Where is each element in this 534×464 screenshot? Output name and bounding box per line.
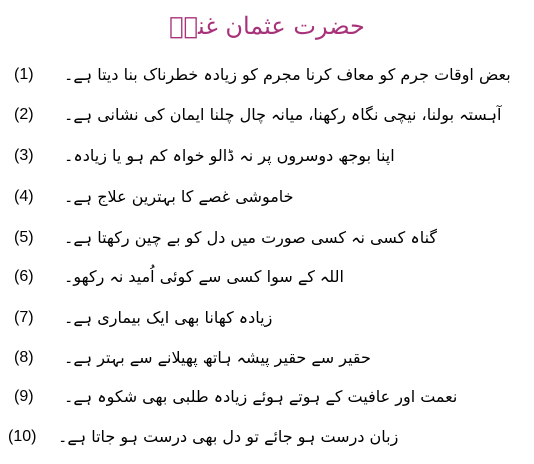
saying-number: (10) <box>8 428 37 445</box>
saying-item <box>0 221 534 255</box>
saying-item <box>0 380 534 414</box>
saying-number: (3) <box>14 147 34 164</box>
saying-text: گناہ کسی نہ کسی صورت میں دل کو بے چین رکھتا ہے۔ <box>64 228 438 247</box>
saying-item <box>0 98 534 132</box>
saying-text: حقیر سے حقیر پیشہ ہاتھ پھیلانے سے بہتر ہے۔ <box>64 348 371 367</box>
saying-text: اللہ کے سوا کسی سے کوئی اُمید نہ رکھو۔ <box>64 267 344 286</box>
saying-item <box>0 139 534 173</box>
saying-item <box>0 58 534 92</box>
saying-item <box>0 260 534 294</box>
saying-number: (9) <box>14 388 34 405</box>
saying-number: (2) <box>14 106 34 123</box>
saying-text: نعمت اور عافیت کے ہوتے ہوئے زیادہ طلبی بھی شکوہ ہے۔ <box>64 387 458 406</box>
saying-number: (7) <box>14 309 34 326</box>
saying-item <box>0 301 534 335</box>
saying-text: اپنا بوجھ دوسروں پر نہ ڈالو خواہ کم ہو یا زیادہ۔ <box>64 146 395 165</box>
page-title: حضرت عثمان غنیؓ <box>169 12 365 40</box>
saying-number: (1) <box>14 66 34 83</box>
saying-text: بعض اوقات جرم کو معاف کرنا مجرم کو زیادہ خطرناک بنا دیتا ہے۔ <box>64 65 511 84</box>
saying-text: زبان درست ہو جائے تو دل بھی درست ہو جاتا ہے۔ <box>58 427 399 446</box>
saying-item <box>0 341 534 375</box>
saying-item <box>0 180 534 214</box>
saying-item <box>0 420 534 454</box>
saying-number: (8) <box>14 349 34 366</box>
saying-number: (5) <box>14 229 34 246</box>
saying-number: (4) <box>14 188 34 205</box>
saying-text: زیادہ کھانا بھی ایک بیماری ہے۔ <box>64 308 273 327</box>
saying-number: (6) <box>14 268 34 285</box>
saying-text: خاموشی غصے کا بہترین علاج ہے۔ <box>64 187 294 206</box>
saying-text: آہستہ بولنا، نیچی نگاہ رکھنا، میانہ چال چلنا ایمان کی نشانی ہے۔ <box>64 105 502 124</box>
